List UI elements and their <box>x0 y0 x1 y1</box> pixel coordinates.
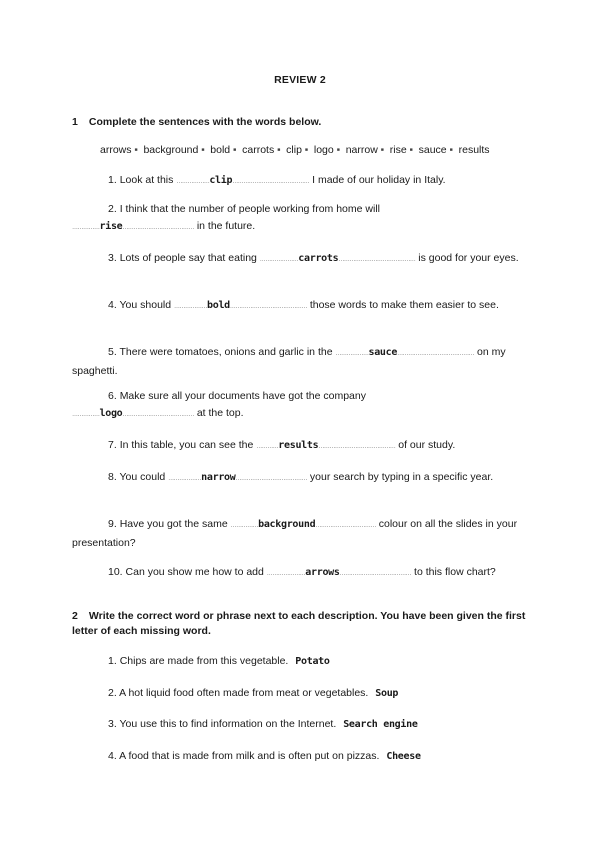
answer-field[interactable]: Cheese <box>386 751 421 762</box>
exercise-item-10: 10. Can you show me how to add …………………arrows………………………………… to this flow chart? <box>108 566 496 578</box>
word-bank: arrows ■ background ■ bold ■ carrots ■ clip ■ logo ■ narrow ■ rise ■ sauce ■ results <box>100 144 490 156</box>
exercise-item-3: 3. Lots of people say that eating …………………carrots…………………………………… is good for your eyes. <box>108 252 519 264</box>
answer-blank[interactable]: logo <box>99 408 123 419</box>
item-number: 8. <box>108 471 117 483</box>
answer-field[interactable]: Soup <box>375 688 399 699</box>
answer-field[interactable]: Search engine <box>343 719 418 730</box>
description-text: A food that is made from milk and is often put on pizzas. <box>119 750 380 762</box>
word-bank-item: narrow <box>345 144 378 156</box>
answer-blank[interactable]: results <box>278 440 319 451</box>
exercise-item-8: 8. You could ………………narrow………………………………… your search by typing in a specific year. <box>108 471 494 483</box>
item-text-after: your search by typing in a specific year. <box>309 471 494 483</box>
word-bank-item: background <box>143 144 199 156</box>
word-bank-item: rise <box>389 144 407 156</box>
item-text-before: In this table, you can see the <box>119 439 254 451</box>
answer-blank[interactable]: sauce <box>368 347 398 358</box>
item-number: 3. <box>108 718 117 730</box>
exercise-item-7: 7. In this table, you can see the …………results…………………………………… of our study. <box>108 439 456 451</box>
item-text-after: I made of our holiday in Italy. <box>312 174 446 186</box>
item-text-before: There were tomatoes, onions and garlic in the <box>119 346 333 358</box>
item-number: 6. <box>108 390 117 402</box>
item-text-before: Look at this <box>119 174 174 186</box>
item-text-after: in the future. <box>196 220 256 232</box>
exercise-item-9: 9. Have you got the same ……………background…………………………… colour on all the slides in your presentation? <box>72 518 518 549</box>
answer-field[interactable]: Potato <box>295 656 330 667</box>
answer-blank[interactable]: clip <box>209 175 233 186</box>
answer-blank[interactable]: arrows <box>305 567 340 578</box>
answer-blank[interactable]: bold <box>207 300 230 311</box>
answer-blank[interactable]: rise <box>99 221 123 232</box>
item-number: 1. <box>108 655 117 667</box>
item-number: 4. <box>108 750 117 762</box>
item-number: 9. <box>108 518 117 530</box>
section-2-instruction: Write the correct word or phrase next to each description. You have been given the first letter of each missing word. <box>72 610 526 637</box>
item-text-after: of our study. <box>398 439 456 451</box>
item-text-before: You should <box>119 299 172 311</box>
item-text-after: on my spaghetti. <box>72 346 506 377</box>
description-item-2 <box>108 685 548 702</box>
word-bank-item: arrows <box>100 144 132 156</box>
exercise-item-2: 2. I think that the number of people working from home will ……………rise………………………………… in the future. <box>72 203 380 232</box>
item-text-before: Can you show me how to add <box>125 566 264 578</box>
description-text: A hot liquid food often made from meat or vegetables. <box>119 687 369 699</box>
exercise-item-6: 6. Make sure all your documents have got the company ……………logo………………………………… at the top. <box>72 390 366 419</box>
word-bank-item: sauce <box>418 144 447 156</box>
section-2-heading <box>72 609 542 639</box>
word-bank-item: bold <box>210 144 231 156</box>
item-number: 1. <box>108 174 117 186</box>
description-text: Chips are made from this vegetable. <box>119 655 289 667</box>
item-text-after: is good for your eyes. <box>418 252 519 264</box>
section-1-heading <box>72 115 542 130</box>
word-bank-item: logo <box>313 144 334 156</box>
item-text-after: colour on all the slides in your presentation? <box>72 518 518 549</box>
word-bank-item: clip <box>286 144 302 156</box>
item-number: 4. <box>108 299 117 311</box>
item-number: 7. <box>108 439 117 451</box>
item-text-before: You could <box>119 471 166 483</box>
word-bank-item: results <box>458 144 490 156</box>
section-1-instruction: Complete the sentences with the words below. <box>88 116 322 128</box>
description-text: You use this to find information on the Internet. <box>119 718 337 730</box>
item-text-before: I think that the number of people working from home will <box>119 203 380 215</box>
item-text-before: Lots of people say that eating <box>119 252 257 264</box>
section-2-number: 2 <box>72 610 78 622</box>
exercise-item-4: 4. You should ………………bold…………………………………… those words to make them easier to see. <box>108 299 499 311</box>
section-1-number: 1 <box>72 116 78 128</box>
exercise-item-5: 5. There were tomatoes, onions and garlic in the ………………sauce…………………………………… on my spaghetti. <box>72 346 506 377</box>
item-text-before: Make sure all your documents have got the company <box>119 390 366 402</box>
item-text-after: to this flow chart? <box>414 566 496 578</box>
answer-blank[interactable]: narrow <box>201 472 236 483</box>
item-number: 2. <box>108 687 117 699</box>
description-item-4 <box>108 748 548 765</box>
item-number: 2. <box>108 203 117 215</box>
word-bank-item: carrots <box>242 144 275 156</box>
description-item-3 <box>108 716 548 733</box>
item-number: 5. <box>108 346 117 358</box>
description-item-1 <box>108 653 548 670</box>
item-text-before: Have you got the same <box>119 518 228 530</box>
item-number: 3. <box>108 252 117 264</box>
item-text-after: at the top. <box>196 407 244 419</box>
answer-blank[interactable]: background <box>258 519 316 530</box>
exercise-item-1: 1. Look at this ………………clip…………………………………… I made of our holiday in Italy. <box>108 174 446 186</box>
item-text-after: those words to make them easier to see. <box>309 299 499 311</box>
page-title: REVIEW 2 <box>274 74 326 86</box>
item-number: 10. <box>108 566 123 578</box>
answer-blank[interactable]: carrots <box>298 253 339 264</box>
